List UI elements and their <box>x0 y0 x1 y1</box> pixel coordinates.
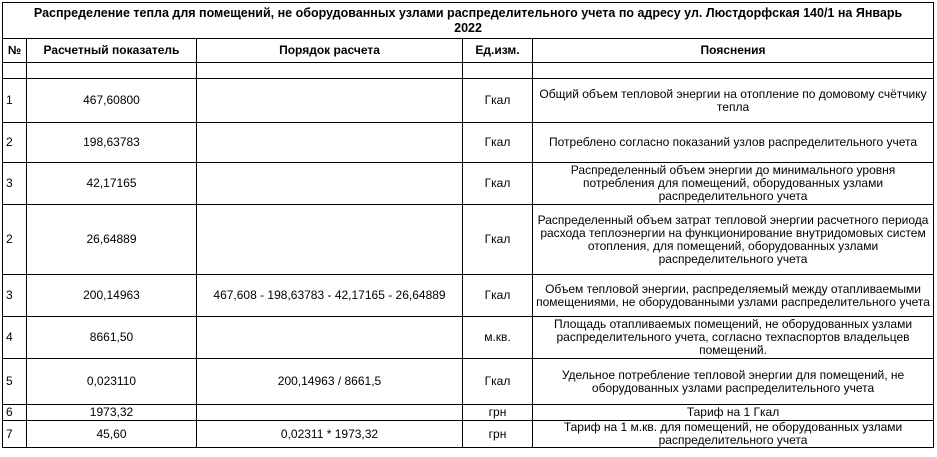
row-unit: грн <box>463 405 533 421</box>
row-formula <box>197 79 463 123</box>
header-procedure: Порядок расчета <box>197 39 463 63</box>
table-row <box>3 317 934 359</box>
row-unit: м.кв. <box>463 317 533 359</box>
row-value: 0,023110 <box>27 359 197 405</box>
table-row <box>3 163 934 205</box>
row-note: Тариф на 1 Гкал <box>533 405 934 421</box>
row-value: 1973,32 <box>27 405 197 421</box>
row-note: Площадь отапливаемых помещений, не оборудованных узлами распределительного учета, согласно техпаспортов владельцев помещений. <box>533 317 934 359</box>
row-num: 6 <box>3 405 27 421</box>
row-num: 4 <box>3 317 27 359</box>
row-value: 467,60800 <box>27 79 197 123</box>
row-unit: Гкал <box>463 79 533 123</box>
header-unit: Ед.изм. <box>463 39 533 63</box>
row-formula: 0,02311 * 1973,32 <box>197 421 463 448</box>
row-formula <box>197 405 463 421</box>
row-unit: Гкал <box>463 359 533 405</box>
row-note: Распределенный объем энергии до минимального уровня потребления для помещений, оборудованных узлами распределительного учета <box>533 163 934 205</box>
row-num: 2 <box>3 123 27 163</box>
row-value: 42,17165 <box>27 163 197 205</box>
row-note: Объем тепловой энергии, распределяемый между отапливаемыми помещениями, не оборудованными узлами распределительного учета <box>533 275 934 317</box>
header-indicator: Расчетный показатель <box>27 39 197 63</box>
row-note: Тариф на 1 м.кв. для помещений, не оборудованных узлами распределительного учета <box>533 421 934 448</box>
row-num: 2 <box>3 205 27 275</box>
row-value: 200,14963 <box>27 275 197 317</box>
heat-distribution-table <box>2 2 934 448</box>
table-row <box>3 275 934 317</box>
row-num: 1 <box>3 79 27 123</box>
table-row <box>3 205 934 275</box>
row-unit: Гкал <box>463 275 533 317</box>
spacer-cell <box>463 63 533 79</box>
row-note: Общий объем тепловой энергии на отопление по домовому счётчику тепла <box>533 79 934 123</box>
row-unit: грн <box>463 421 533 448</box>
row-note: Потреблено согласно показаний узлов распределительного учета <box>533 123 934 163</box>
table-title: Распределение тепла для помещений, не оборудованных узлами распределительного учета по адресу ул. Люстдорфская 140/1 на Январь 2022 <box>3 3 934 39</box>
row-num: 3 <box>3 163 27 205</box>
row-note: Распределенный объем затрат тепловой энергии расчетного периода расхода теплоэнергии на функционирование внутридомовых систем отопления, для помещений, оборудованных узлами распределительного учета <box>533 205 934 275</box>
row-formula <box>197 205 463 275</box>
table-row <box>3 123 934 163</box>
row-num: 5 <box>3 359 27 405</box>
row-note: Удельное потребление тепловой энергии для помещений, не оборудованных узлами распределительного учета <box>533 359 934 405</box>
header-notes: Пояснения <box>533 39 934 63</box>
row-unit: Гкал <box>463 123 533 163</box>
row-formula <box>197 123 463 163</box>
row-formula <box>197 317 463 359</box>
header-num: № <box>3 39 27 63</box>
spacer-cell <box>533 63 934 79</box>
row-value: 198,63783 <box>27 123 197 163</box>
table-row <box>3 405 934 421</box>
spacer-cell <box>27 63 197 79</box>
row-formula: 467,608 - 198,63783 - 42,17165 - 26,64889 <box>197 275 463 317</box>
table-row <box>3 79 934 123</box>
row-value: 26,64889 <box>27 205 197 275</box>
row-value: 8661,50 <box>27 317 197 359</box>
spacer-cell <box>3 63 27 79</box>
row-value: 45,60 <box>27 421 197 448</box>
table-row <box>3 359 934 405</box>
row-formula: 200,14963 / 8661,5 <box>197 359 463 405</box>
row-num: 3 <box>3 275 27 317</box>
row-num: 7 <box>3 421 27 448</box>
row-formula <box>197 163 463 205</box>
row-unit: Гкал <box>463 163 533 205</box>
row-unit: Гкал <box>463 205 533 275</box>
table-row <box>3 421 934 448</box>
spacer-cell <box>197 63 463 79</box>
